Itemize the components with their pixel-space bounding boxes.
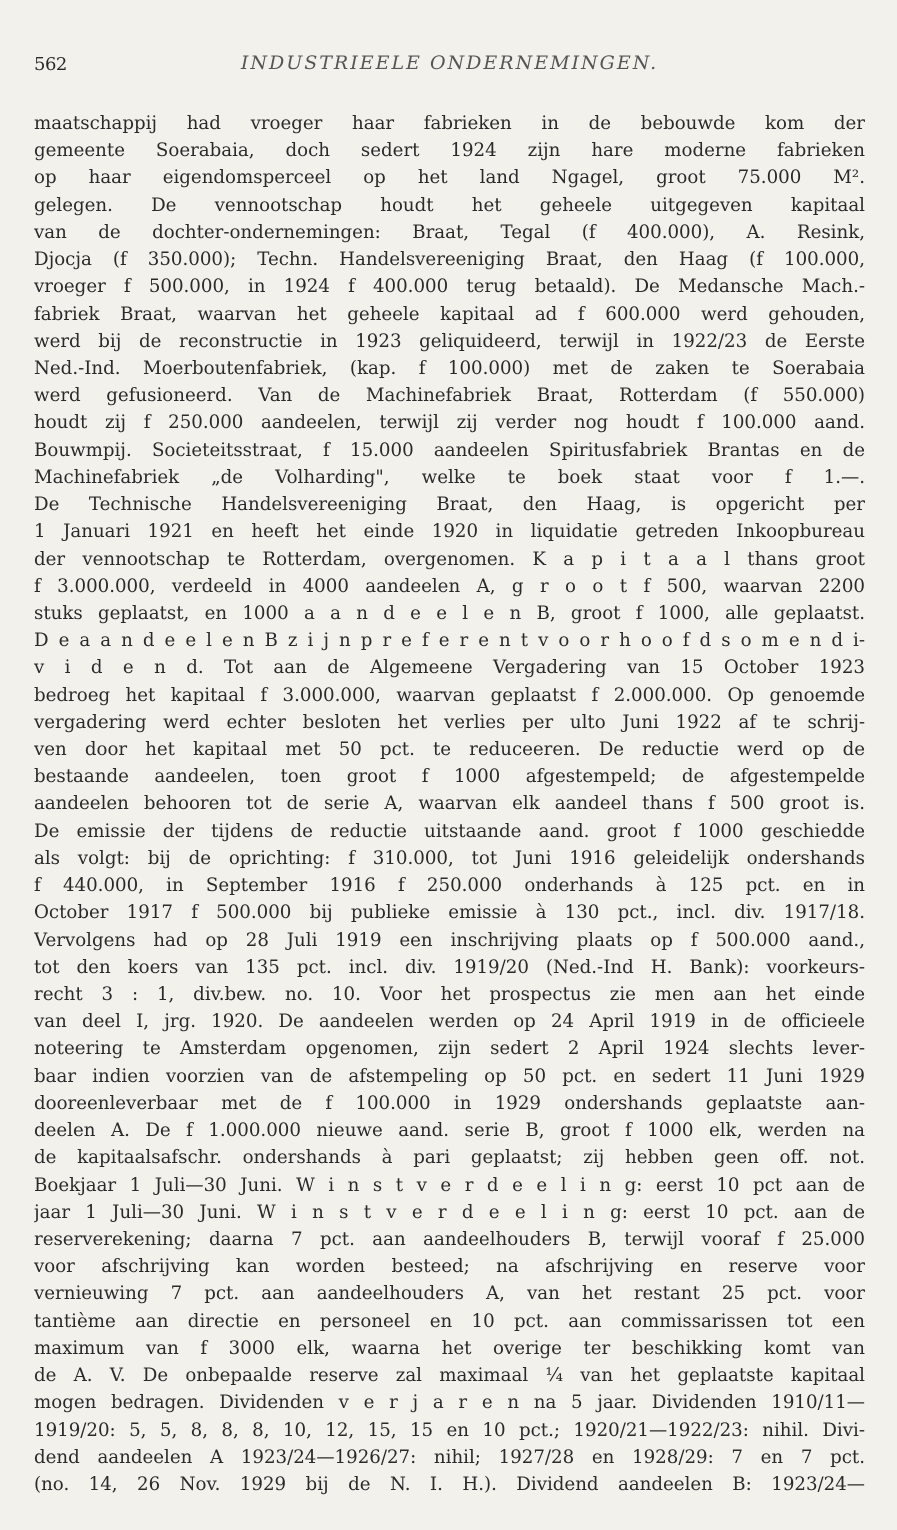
body-text bbox=[34, 110, 865, 1498]
text-line: fabriek Braat, waarvan het geheele kapitaal ad f 600.000 werd gehouden, bbox=[34, 303, 865, 325]
text-line: maximum van f 3000 elk, waarna het overige ter beschikking komt van bbox=[34, 1337, 865, 1359]
text-line: dend aandeelen A 1923/24—1926/27: nihil; 1927/28 en 1928/29: 7 en 7 pct. bbox=[34, 1446, 865, 1468]
text-line: vergadering werd echter besloten het verlies per ulto Juni 1922 af te schrij- bbox=[34, 711, 865, 733]
text-line: dooreenleverbaar met de f 100.000 in 1929 ondershands geplaatste aan- bbox=[34, 1092, 865, 1114]
text-line: Djocja (f 350.000); Techn. Handelsvereeniging Braat, den Haag (f 100.000, bbox=[34, 249, 865, 271]
text-line: ven door het kapitaal met 50 pct. te reduceeren. De reductie werd op de bbox=[34, 739, 865, 761]
text-line: baar indien voorzien van de afstempeling op 50 pct. en sedert 11 Juni 1929 bbox=[34, 1065, 865, 1087]
text-line: De Technische Handelsvereeniging Braat, den Haag, is opgericht per bbox=[34, 494, 865, 516]
text-line: October 1917 f 500.000 bij publieke emissie à 130 pct., incl. div. 1917/18. bbox=[34, 902, 865, 924]
text-line: noteering te Amsterdam opgenomen, zijn sedert 2 April 1924 slechts lever- bbox=[34, 1038, 865, 1060]
text-line: (no. 14, 26 Nov. 1929 bij de N. I. H.). Dividend aandeelen B: 1923/24— bbox=[34, 1473, 865, 1495]
text-line: gelegen. De vennootschap houdt het geheele uitgegeven kapitaal bbox=[34, 194, 865, 216]
text-line: vernieuwing 7 pct. aan aandeelhouders A, van het restant 25 pct. voor bbox=[34, 1283, 865, 1305]
text-line: 1 Januari 1921 en heeft het einde 1920 in liquidatie getreden Inkoopbureau bbox=[34, 521, 865, 543]
text-line: der vennootschap te Rotterdam, overgenomen. K a p i t a a l thans groot bbox=[34, 548, 865, 570]
text-line: maatschappij had vroeger haar fabrieken in de bebouwde kom der bbox=[34, 113, 865, 134]
text-line: reserverekening; daarna 7 pct. aan aandeelhouders B, terwijl vooraf f 25.000 bbox=[34, 1228, 865, 1250]
text-line: op haar eigendomsperceel op het land Ngagel, groot 75.000 M². bbox=[34, 167, 865, 189]
text-line: de A. V. De onbepaalde reserve zal maximaal ¼ van het geplaatste kapitaal bbox=[34, 1365, 865, 1387]
text-line: voor afschrijving kan worden besteed; na afschrijving en reserve voor bbox=[34, 1256, 865, 1278]
text-line: mogen bedragen. Dividenden v e r j a r e n na 5 jaar. Dividenden 1910/11— bbox=[34, 1392, 865, 1414]
text-line: D e a a n d e e l e n B z i j n p r e f e r e n t v o o r h o o f d s o m e n d i- bbox=[34, 630, 865, 652]
text-line: Boekjaar 1 Juli—30 Juni. W i n s t v e r d e e l i n g: eerst 10 pct aan de bbox=[34, 1174, 865, 1196]
text-line: gemeente Soerabaia, doch sedert 1924 zijn hare moderne fabrieken bbox=[34, 140, 865, 162]
text-line: deelen A. De f 1.000.000 nieuwe aand. serie B, groot f 1000 elk, werden na bbox=[34, 1120, 865, 1142]
text-line: als volgt: bij de oprichting: f 310.000, tot Juni 1916 geleidelijk ondershands bbox=[34, 847, 865, 869]
text-line: de kapitaalsafschr. ondershands à pari geplaatst; zij hebben geen off. not. bbox=[34, 1147, 865, 1169]
text-line: f 440.000, in September 1916 f 250.000 onderhands à 125 pct. en in bbox=[34, 875, 865, 897]
text-line: De emissie der tijdens de reductie uitstaande aand. groot f 1000 geschiedde bbox=[34, 820, 865, 842]
text-line: Machinefabriek „de Volharding", welke te boek staat voor f 1.—. bbox=[34, 466, 865, 488]
text-line: Ned.-Ind. Moerboutenfabriek, (kap. f 100.000) met de zaken te Soerabaia bbox=[34, 357, 865, 379]
text-line: Vervolgens had op 28 Juli 1919 een inschrijving plaats op f 500.000 aand., bbox=[34, 929, 865, 951]
text-line: recht 3 : 1, div.bew. no. 10. Voor het prospectus zie men aan het einde bbox=[34, 984, 865, 1005]
running-title: INDUSTRIEELE ONDERNEMINGEN. bbox=[240, 52, 659, 74]
text-line: werd gefusioneerd. Van de Machinefabriek Braat, Rotterdam (f 550.000) bbox=[34, 385, 865, 407]
text-line: tantième aan directie en personeel en 10 pct. aan commissarissen tot een bbox=[34, 1310, 865, 1332]
text-line: tot den koers van 135 pct. incl. div. 1919/20 (Ned.-Ind H. Bank): voorkeurs- bbox=[34, 956, 865, 978]
text-line: bedroeg het kapitaal f 3.000.000, waarvan geplaatst f 2.000.000. Op genoemde bbox=[34, 684, 865, 706]
text-line: f 3.000.000, verdeeld in 4000 aandeelen A, g r o o t f 500, waarvan 2200 bbox=[34, 575, 865, 597]
page-number: 562 bbox=[34, 54, 67, 75]
text-line: van de dochter-ondernemingen: Braat, Tegal (f 400.000), A. Resink, bbox=[34, 221, 865, 243]
page-header bbox=[34, 40, 865, 75]
text-line: houdt zij f 250.000 aandeelen, terwijl zij verder nog houdt f 100.000 aand. bbox=[34, 412, 865, 434]
text-line: v i d e n d. Tot aan de Algemeene Vergadering van 15 October 1923 bbox=[34, 657, 865, 679]
text-line: bestaande aandeelen, toen groot f 1000 afgestempeld; de afgestempelde bbox=[34, 766, 865, 788]
text-line: werd bij de reconstructie in 1923 geliquideerd, terwijl in 1922/23 de Eerste bbox=[34, 330, 865, 352]
text-line: stuks geplaatst, en 1000 a a n d e e l e n B, groot f 1000, alle geplaatst. bbox=[34, 602, 865, 624]
text-line: Bouwmpij. Societeitsstraat, f 15.000 aandeelen Spiritusfabriek Brantas en de bbox=[34, 439, 865, 461]
text-line: aandeelen behooren tot de serie A, waarvan elk aandeel thans f 500 groot is. bbox=[34, 793, 865, 815]
text-line: vroeger f 500.000, in 1924 f 400.000 terug betaald). De Medansche Mach.- bbox=[34, 276, 865, 298]
text-line: van deel I, jrg. 1920. De aandeelen werden op 24 April 1919 in de officieele bbox=[34, 1011, 865, 1033]
text-line: 1919/20: 5, 5, 8, 8, 8, 10, 12, 15, 15 en 10 pct.; 1920/21—1922/23: nihil. Divi- bbox=[34, 1419, 865, 1441]
text-line: jaar 1 Juli—30 Juni. W i n s t v e r d e e l i n g: eerst 10 pct. aan de bbox=[34, 1201, 865, 1223]
